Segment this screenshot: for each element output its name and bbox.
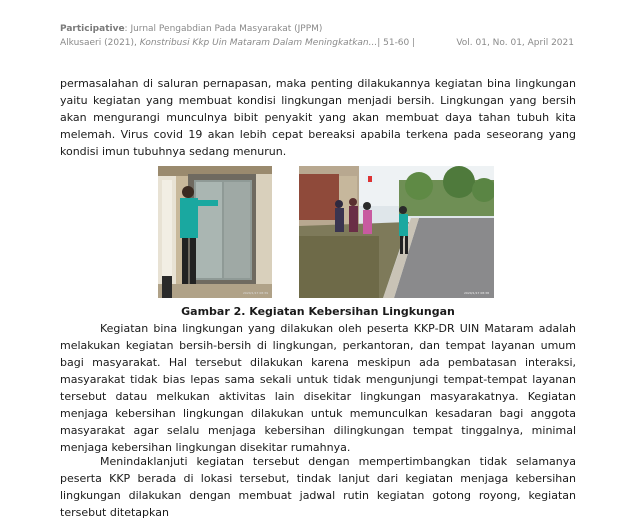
volume-info: Vol. 01, No. 01, April 2021 [456,38,574,48]
photo-2-timestamp: 2020/1/17 08:38 [464,291,489,295]
body-paragraph-3: Menindaklanjuti kegiatan tersebut dengan mempertimbangkan tidak selamanya peserta KKP berada di lokasi tersebut, tindak lanjut dari kegiatan menjaga kebersihan lingkungan dilakukan dengan membuat jadwal rutin kegiatan gotong royong, kegiatan tersebut ditetapkan [60,455,576,519]
journal-name: Participative [60,24,125,34]
header-journal-line [60,22,574,36]
body-paragraph-1: permasalahan di saluran pernapasan, maka penting dilakukannya kegiatan bina lingkungan yaitu kegiatan yang membuat kondisi lingkungan menjadi bersih. Lingkungan yang bersih akan mengurangi munculnya bibit penyakit yang akan membuat daya tahan tubuh kita melemah. Virus covid 19 akan lebih cepat bereaksi apabila terkena pada seseorang yang kondisi imun tubuhnya sedang menurun. [60,77,576,158]
body-paragraph-2: Kegiatan bina lingkungan yang dilakukan oleh peserta KKP-DR UIN Mataram adalah melakukan kegiatan bersih-bersih di lingkungan, perkantoran, dan tempat layanan umum bagi masyarakat. Hal tersebut dilakukan karena meskipun ada pembatasan interaksi, masyarakat tidak bias lepas sama sekali untuk tidak mengunjungi tempat-tempat layanan tersebut datau melkukan aktivitas lain disekitar lingkungan masyarakatnya. Kegiatan menjaga kebersihan lingkungan dilakukan untuk memunculkan kesadaran bagi anggota masyarakat agar selalu menjaga kebersihan dilingkungan tempat tinggalnya, minimal menjaga kebersihan lingkungan disekitar rumahnya. [60,322,576,454]
running-header [60,22,574,50]
photo-1-timestamp: 2020/1/17 08:39 [243,291,268,295]
photo-cleaning-window [158,166,272,298]
figure-photo-cleaning-street [299,166,494,298]
journal-full-name: : Jurnal Pengabdian Pada Masyarakat (JPPM) [124,24,323,34]
citation-authors: Alkusaeri (2021), [60,38,140,48]
header-citation-line [60,36,574,50]
figure-caption: Gambar 2. Kegiatan Kebersihan Lingkungan [181,305,455,318]
photo-cleaning-street [299,166,494,298]
citation-title: Konstribusi Kkp Uin Mataram Dalam Meningkatkan... [139,38,378,48]
citation-pages: | 51-60 | [377,38,416,48]
figure-photo-cleaning-window [158,166,272,298]
